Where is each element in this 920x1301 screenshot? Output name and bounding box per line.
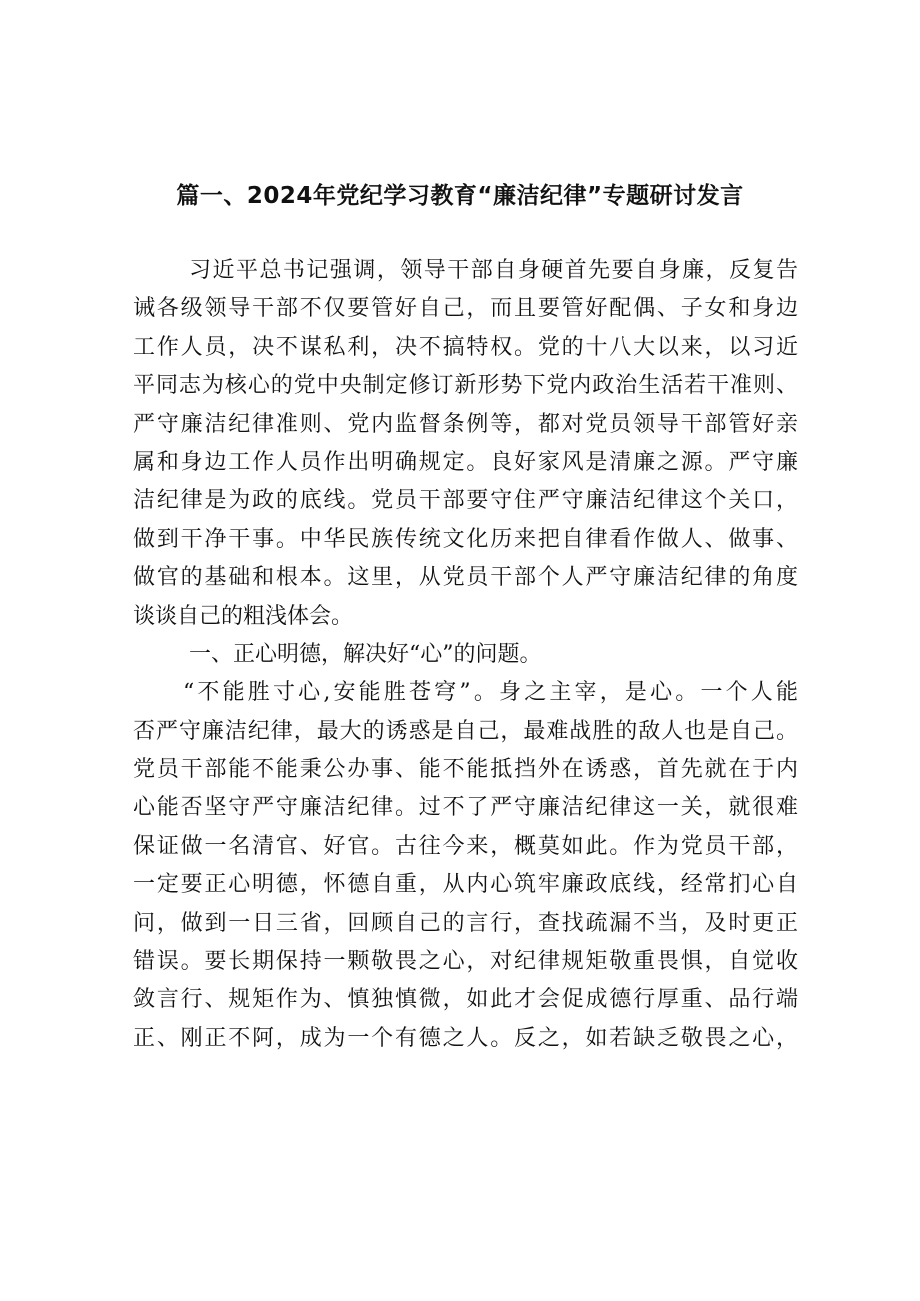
text-line: 严守廉洁纪律准则、党内监督条例等，都对党员领导干部管好亲 [133, 411, 798, 437]
section-heading [133, 636, 798, 674]
paragraph-intro [133, 252, 798, 636]
text-line: 敛言行、规矩作为、慎独慎微，如此才会促成德行厚重、品行端 [133, 987, 798, 1013]
text-line: 工作人员，决不谋私利，决不搞特权。党的十八大以来，以习近 [133, 334, 798, 360]
text-line: 洁纪律是为政的底线。党员干部要守住严守廉洁纪律这个关口， [133, 488, 798, 514]
text-line: 错误。要长期保持一颗敬畏之心，对纪律规矩敬重畏惧，自觉收 [133, 949, 798, 975]
text-line: 习近平总书记强调，领导干部自身硬首先要自身廉，反复告 [189, 258, 798, 283]
text-line: 一定要正心明德，怀德自重，从内心筑牢廉政底线，经常扪心自 [133, 872, 798, 898]
text-line: 党员干部能不能秉公办事、能不能抵挡外在诱惑，首先就在于内 [133, 757, 798, 783]
text-line: 做到干净干事。中华民族传统文化历来把自律看作做人、做事、 [133, 526, 798, 552]
text-line: 诫各级领导干部不仅要管好自己，而且要管好配偶、子女和身边 [133, 296, 798, 322]
document-title: 篇一、2024年党纪学习教育“廉洁纪律”专题研讨发言 [176, 183, 744, 209]
text-line: 保证做一名清官、好官。古往今来，概莫如此。作为党员干部， [133, 833, 798, 859]
text-line: 谈谈自己的粗浅体会。 [133, 603, 354, 629]
document-body [133, 252, 798, 1058]
text-line: 正、刚正不阿，成为一个有德之人。反之，如若缺乏敬畏之心， [133, 1025, 798, 1051]
text-line: 心能否坚守严守廉洁纪律。过不了严守廉洁纪律这一关，就很难 [133, 795, 798, 821]
text-line: “不能胜寸心,安能胜苍穹”。身之主宰，是心。一个人能 [183, 680, 798, 706]
text-line: 平同志为核心的党中央制定修订新形势下党内政治生活若干准则、 [133, 373, 798, 399]
section-heading-text: 一、正心明德，解决好“心”的问题。 [189, 641, 542, 667]
text-line: 否严守廉洁纪律，最大的诱惑是自己，最难战胜的敌人也是自己。 [133, 718, 798, 744]
text-line: 属和身边工作人员作出明确规定。良好家风是清廉之源。严守廉 [133, 449, 798, 475]
text-line: 问，做到一日三省，回顾自己的言行，查找疏漏不当，及时更正 [133, 910, 798, 936]
text-line: 做官的基础和根本。这里，从党员干部个人严守廉洁纪律的角度 [133, 565, 798, 591]
paragraph-section-one [133, 674, 798, 1058]
